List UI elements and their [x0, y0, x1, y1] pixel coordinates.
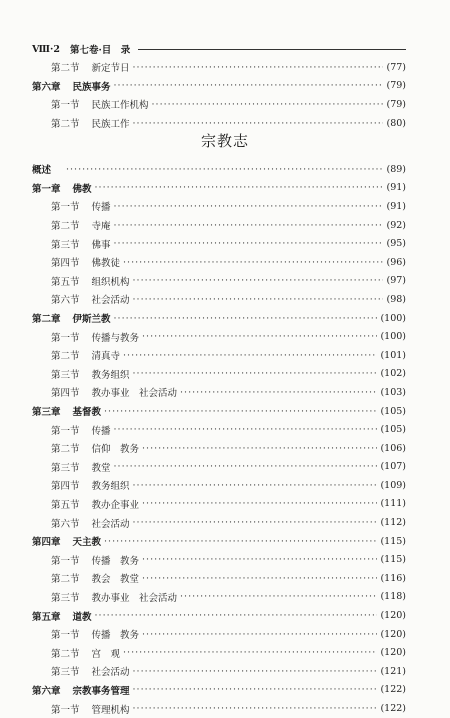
entry-number: 第二节 [51, 63, 80, 75]
entry-title: 教办事业 社会活动 [91, 388, 178, 400]
entry-title: 佛事 [91, 239, 111, 251]
leader-dots [133, 275, 384, 286]
toc-section-entry [32, 58, 406, 77]
entry-page: (121) [380, 665, 406, 677]
leader-dots [142, 443, 377, 454]
leader-dots [180, 387, 377, 398]
entry-number: 第六节 [51, 518, 80, 530]
entry-title: 教堂 [91, 462, 111, 474]
toc-section-entry [32, 197, 406, 216]
entry-page: (100) [380, 331, 406, 343]
entry-page: (80) [386, 117, 406, 129]
entry-title: 传播 [91, 202, 111, 214]
entry-title: 传播与教务 [91, 332, 140, 344]
entry-title: 民族工作机构 [91, 100, 149, 112]
entry-number: 第二章 [32, 314, 61, 326]
entry-page: (115) [380, 535, 406, 547]
toc-chapter-entry [32, 681, 406, 700]
toc-section-entry [32, 513, 406, 532]
leader-dots [104, 406, 377, 417]
entry-page: (120) [380, 647, 406, 659]
entry-title: 教会 教堂 [91, 574, 140, 586]
entry-title: 传播 教务 [91, 630, 140, 642]
entry-number: 第六节 [51, 295, 80, 307]
toc-chapter-entry [32, 402, 406, 421]
page-header [32, 42, 406, 56]
toc-chapter-entry [32, 309, 406, 328]
entry-number: 第三节 [51, 239, 80, 251]
toc-section-entry [32, 495, 406, 514]
leader-dots [123, 350, 377, 361]
entry-title: 伊斯兰教 [72, 314, 111, 326]
entry-number: 第一节 [51, 202, 80, 214]
leader-dots [133, 480, 378, 491]
leader-dots [133, 294, 384, 305]
entry-title: 信仰 教务 [91, 444, 140, 456]
entry-page: (89) [386, 163, 406, 175]
leader-dots [114, 201, 384, 212]
entry-page: (95) [386, 238, 406, 250]
entry-number: 第一节 [51, 630, 80, 642]
leader-dots [133, 684, 378, 695]
toc-section-entry [32, 253, 406, 272]
entry-number: 第一节 [51, 332, 80, 344]
toc-chapter-entry [32, 77, 406, 96]
leader-dots [142, 573, 377, 584]
entry-number: 第二节 [51, 444, 80, 456]
entry-page: (91) [386, 182, 406, 194]
toc-section-entry [32, 346, 406, 365]
leader-dots [123, 257, 383, 268]
entry-page: (101) [380, 349, 406, 361]
entry-title: 佛教徒 [91, 258, 121, 270]
toc-chapter-entry [32, 606, 406, 625]
toc-chapter-entry [32, 532, 406, 551]
leader-dots [114, 238, 384, 249]
toc-section-entry [32, 662, 406, 681]
page-number: Ⅷ·2 [32, 43, 60, 55]
leader-dots [114, 80, 384, 91]
entry-page: (79) [386, 80, 406, 92]
entry-page: (107) [380, 461, 406, 473]
entry-page: (111) [380, 498, 406, 510]
entry-number: 第一节 [51, 704, 80, 716]
toc-section-entry [32, 569, 406, 588]
entry-title: 组织机构 [91, 276, 130, 288]
entry-number: 第三节 [51, 369, 80, 381]
entry-number: 第一节 [51, 555, 80, 567]
leader-dots [133, 517, 378, 528]
entry-number: 第六章 [32, 81, 61, 93]
entry-title: 寺庵 [91, 221, 111, 233]
entry-title: 传播 教务 [91, 555, 140, 567]
entry-page: (116) [380, 572, 406, 584]
entry-number: 第四章 [32, 537, 61, 549]
leader-dots [104, 536, 377, 547]
leader-dots [142, 554, 377, 565]
entry-page: (102) [380, 368, 406, 380]
toc-section-entry [32, 550, 406, 569]
toc-section-entry [32, 95, 406, 114]
toc-section-entry [32, 588, 406, 607]
entry-page: (118) [380, 591, 406, 603]
entry-page: (122) [380, 684, 406, 696]
leader-dots [114, 461, 378, 472]
leader-dots [133, 368, 378, 379]
entry-page: (122) [380, 703, 406, 715]
toc-chapter-entry [32, 179, 406, 198]
entry-page: (106) [380, 442, 406, 454]
entry-page: (109) [380, 479, 406, 491]
entry-title: 教办企事业 [91, 499, 140, 511]
toc-religion [32, 160, 406, 718]
leader-dots [152, 99, 384, 110]
entry-number: 概述 [32, 165, 52, 177]
entry-page: (103) [380, 386, 406, 398]
entry-title: 社会活动 [91, 295, 130, 307]
toc-section-entry [32, 327, 406, 346]
entry-page: (79) [386, 98, 406, 110]
entry-number: 第三节 [51, 462, 80, 474]
entry-page: (120) [380, 610, 406, 622]
entry-number: 第五节 [51, 276, 80, 288]
leader-dots [142, 331, 377, 342]
toc-overview-entry [32, 160, 406, 179]
leader-dots [66, 164, 383, 175]
toc-section-entry [32, 290, 406, 309]
entry-page: (105) [380, 405, 406, 417]
toc-continued [32, 58, 406, 132]
entry-number: 第三章 [32, 407, 61, 419]
leader-dots [142, 498, 377, 509]
leader-dots [95, 182, 384, 193]
entry-page: (105) [380, 424, 406, 436]
entry-number: 第一节 [51, 100, 80, 112]
toc-section-entry [32, 476, 406, 495]
entry-title: 民族事务 [72, 81, 111, 93]
entry-page: (92) [386, 219, 406, 231]
entry-page: (120) [380, 628, 406, 640]
entry-page: (112) [380, 517, 406, 529]
entry-number: 第一节 [51, 425, 80, 437]
entry-title: 天主教 [72, 537, 102, 549]
entry-number: 第二节 [51, 574, 80, 586]
entry-title: 民族工作 [91, 119, 130, 131]
entry-page: (115) [380, 554, 406, 566]
entry-page: (100) [380, 312, 406, 324]
leader-dots [114, 313, 378, 324]
leader-dots [114, 424, 378, 435]
entry-number: 第五章 [32, 611, 61, 623]
toc-section-entry [32, 643, 406, 662]
entry-number: 第二节 [51, 648, 80, 660]
leader-dots [133, 62, 384, 73]
toc-section-entry [32, 272, 406, 291]
entry-page: (91) [386, 200, 406, 212]
entry-title: 基督教 [72, 407, 102, 419]
toc-section-entry [32, 216, 406, 235]
toc-section-entry [32, 420, 406, 439]
entry-number: 第一章 [32, 183, 61, 195]
entry-title: 清真寺 [91, 351, 121, 363]
leader-dots [114, 220, 384, 231]
entry-page: (98) [386, 293, 406, 305]
entry-title: 社会活动 [91, 667, 130, 679]
toc-section-entry [32, 625, 406, 644]
toc-section-entry [32, 699, 406, 718]
toc-section-entry [32, 234, 406, 253]
entry-title: 传播 [91, 425, 111, 437]
toc-section-entry [32, 458, 406, 477]
toc-section-entry [32, 439, 406, 458]
entry-title: 宫 观 [91, 648, 121, 660]
entry-title: 管理机构 [91, 704, 130, 716]
entry-number: 第二节 [51, 351, 80, 363]
leader-dots [133, 666, 378, 677]
entry-number: 第二节 [51, 119, 80, 131]
entry-title: 社会活动 [91, 518, 130, 530]
entry-title: 道教 [72, 611, 92, 623]
entry-number: 第四节 [51, 481, 80, 493]
leader-dots [142, 629, 377, 640]
entry-title: 教务组织 [91, 369, 130, 381]
entry-number: 第三节 [51, 592, 80, 604]
entry-number: 第六章 [32, 685, 61, 697]
entry-title: 新定节日 [91, 63, 130, 75]
entry-page: (96) [386, 256, 406, 268]
section-heading: 宗教志 [200, 132, 249, 150]
entry-page: (77) [386, 61, 406, 73]
leader-dots [180, 591, 377, 602]
entry-number: 第三节 [51, 667, 80, 679]
entry-title: 教办事业 社会活动 [91, 592, 178, 604]
leader-dots [95, 610, 378, 621]
entry-number: 第四节 [51, 388, 80, 400]
header-rule [138, 49, 406, 50]
running-title: 第七卷·目 录 [69, 45, 131, 56]
entry-title: 宗教事务管理 [72, 685, 130, 697]
entry-number: 第二节 [51, 221, 80, 233]
leader-dots [133, 118, 384, 129]
entry-title: 佛教 [72, 183, 92, 195]
toc-section-entry [32, 365, 406, 384]
entry-number: 第五节 [51, 499, 80, 511]
leader-dots [133, 703, 378, 714]
toc-section-entry [32, 383, 406, 402]
entry-page: (97) [386, 275, 406, 287]
entry-number: 第四节 [51, 258, 80, 270]
entry-title: 教务组织 [91, 481, 130, 493]
